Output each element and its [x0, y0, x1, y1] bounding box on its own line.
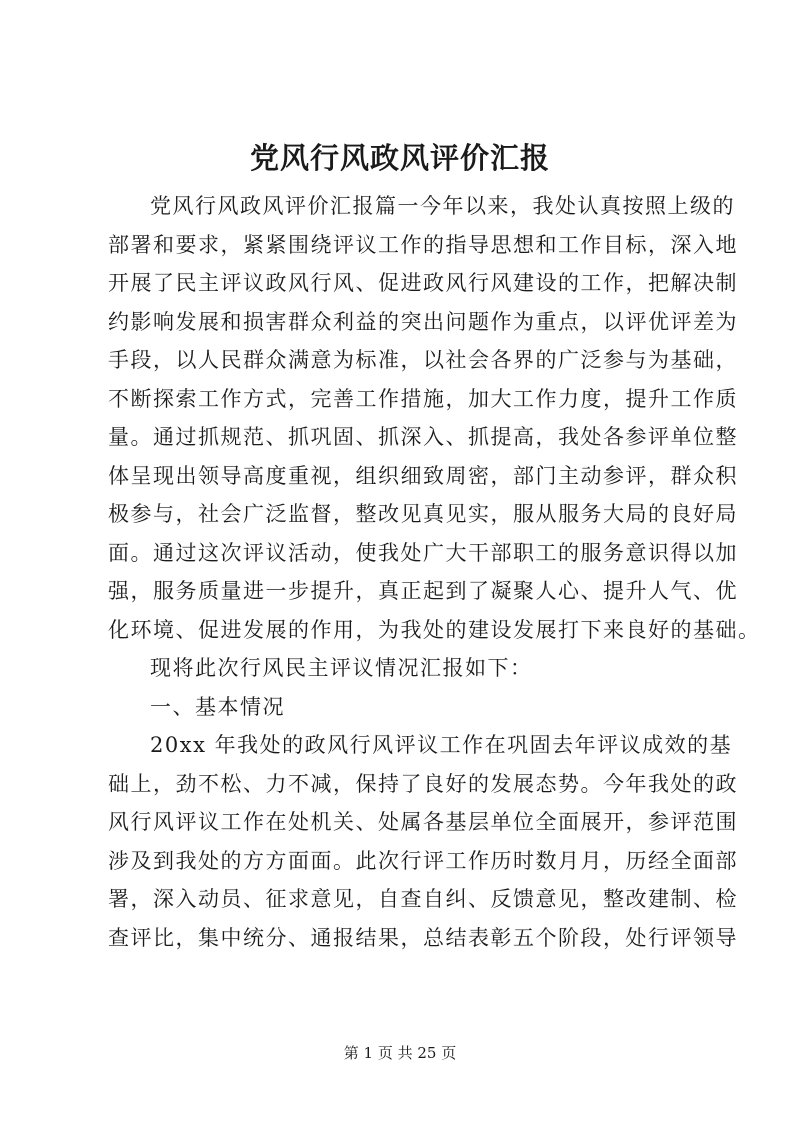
text-line: 现将此次行风民主评议情况汇报如下：	[150, 656, 533, 680]
document-title: 党风行风政风评价汇报	[249, 141, 550, 175]
text-line: 涉及到我处的方方面面。此次行评工作历时数月月，历经全面部	[108, 848, 738, 873]
text-line: 署，深入动员、征求意见，自查自纠、反馈意见，整改建制、检	[108, 887, 738, 911]
text-line: 查评比，集中统分、通报结果，总结表彰五个阶段，处行评领导	[108, 925, 738, 950]
text-line: 体呈现出领导高度重视，组织细致周密，部门主动参评，群众积	[108, 463, 738, 488]
text-line: 开展了民主评议政风行风、促进政风行风建设的工作，把解决制	[108, 271, 738, 295]
text-line: 化环境、促进发展的作用，为我处的建设发展打下来良好的基础。	[108, 617, 761, 642]
text-line: 20xx 年我处的政风行风评议工作在巩固去年评议成效的基	[150, 733, 733, 757]
document-body	[108, 187, 761, 957]
section-heading: 一、基本情况	[150, 694, 285, 719]
text-line: 面。通过这次评议活动，使我处广大干部职工的服务意识得以加	[108, 540, 738, 565]
text-line: 础上，劲不松、力不减，保持了良好的发展态势。今年我处的政	[108, 771, 738, 796]
text-line: 量。通过抓规范、抓巩固、抓深入、抓提高，我处各参评单位整	[108, 425, 738, 449]
text-line: 党风行风政风评价汇报篇一今年以来，我处认真按照上级的	[150, 194, 735, 218]
page-number: 第 1 页 共 25 页	[343, 1044, 457, 1062]
text-line: 极参与，社会广泛监督，整改见真见实，服从服务大局的良好局	[108, 502, 738, 526]
text-line: 部署和要求，紧紧围绕评议工作的指导思想和工作目标，深入地	[108, 232, 738, 257]
text-line: 风行风评议工作在处机关、处属各基层单位全面展开，参评范围	[108, 810, 738, 834]
text-line: 约影响发展和损害群众利益的突出问题作为重点，以评优评差为	[108, 309, 738, 334]
text-line: 强，服务质量进一步提升，真正起到了凝聚人心、提升人气、优	[108, 579, 738, 603]
text-line: 手段，以人民群众满意为标准，以社会各界的广泛参与为基础，	[108, 348, 738, 372]
text-line: 不断探索工作方式，完善工作措施，加大工作力度，提升工作质	[108, 386, 738, 411]
